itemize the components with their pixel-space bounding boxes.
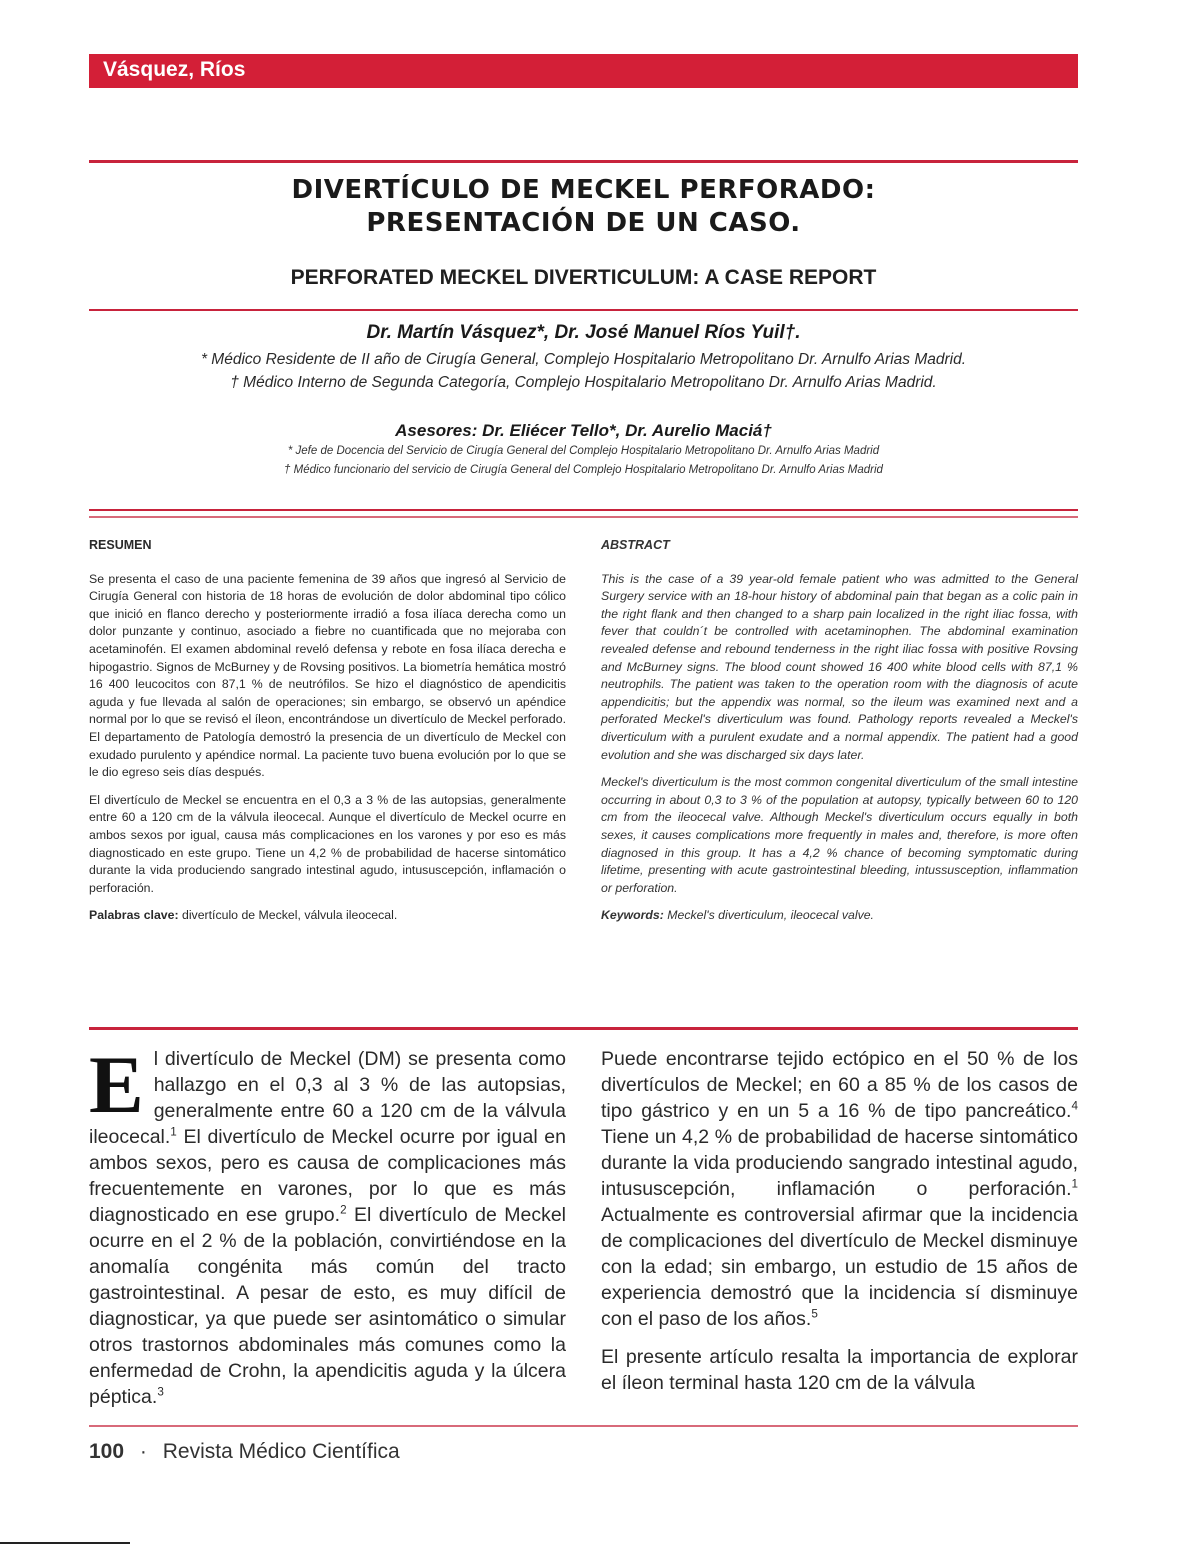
abstract-column <box>601 537 1078 935</box>
body-text: Puede encontrarse tejido ectópico en el 50 % de los divertículos de Meckel; en 60 a 85 % de los casos de tipo gástrico y en un 5 a 16 % de tipo pancreático. <box>601 1048 1078 1122</box>
abstract-paragraph-2: Meckel's diverticulum is the most common congenital diverticulum of the small intestine occurring in about 0,3 to 3 % of the population at autopsy, typically between 60 to 120 cm from the ileocecal valve. Although Meckel's diverticulum occurs equally in both sexes, it causes complications more frequently in males and, therefore, is more often diagnosed in this group. It has a 4,2 % chance of becoming symptomatic during lifetime, presenting with acute gastrointestinal bleeding, intussusception, inflammation or perforation. <box>601 775 1078 895</box>
citation-ref: 5 <box>811 1307 818 1321</box>
scan-artifact-line <box>0 1542 130 1544</box>
footer-rule <box>89 1425 1078 1427</box>
drop-cap: E <box>89 1039 144 1130</box>
resumen-keywords <box>89 907 566 925</box>
citation-ref: 3 <box>157 1385 164 1399</box>
resumen-keywords-label: Palabras clave: <box>89 908 179 923</box>
abstract-paragraph-1: This is the case of a 39 year-old female patient who was admitted to the General Surgery service with an 18-hour history of abdominal pain that began as a colic pain in the right flank and then changed to a sharp pain localized in the right iliac fossa, with fever that couldn´t be controlled with acetaminophen. The abdominal examination revealed defense and rebound tenderness in the right iliac fossa with positive Rovsing and McBurney signs. The blood count showed 16 400 white blood cells with 87,1 % neutrophils. The patient was taken to the operation room with the diagnosis of acute appendicitis; but the appendix was normal, so the ileum was examined next and a perforated Meckel's diverticulum was found. Pathology reports revealed a Meckel's diverticulum with a purulent exudate and a normal appendix. The patient had a good evolution and she was discharged six days later. <box>601 571 1078 762</box>
citation-ref: 4 <box>1071 1099 1078 1113</box>
journal-name: Revista Médico Científica <box>162 1440 400 1463</box>
resumen-paragraph-1: Se presenta el caso de una paciente femenina de 39 años que ingresó al Servicio de Cirugía General con historia de 18 horas de evolución de dolor abdominal tipo cólico que inició en flanco derecho y posteriormente irradió a fosa ilíaca derecha como un dolor punzante y continuo, asociado a fiebre no cuantificada que no mejoraba con acetaminofén. El examen abdominal reveló defensa y rebote en fosa ilíaca derecha e hipogastrio. Signos de McBurney y de Rovsing positivos. La biometría hemática mostró 16 400 leucocitos con 87,1 % de neutrófilos. Se hizo el diagnóstico de apendicitis aguda y fue llevada al salón de operaciones; sin embargo, se observó un apéndice normal por lo que se revisó el íleon, encontrándose un divertículo de Meckel perforado. El departamento de Patología demostró la presencia de un divertículo de Meckel con exudado purulento y apéndice normal. La paciente tuvo buena evolución por lo que se le dio egreso seis días después. <box>89 571 566 780</box>
advisor-affiliation-1: * Jefe de Docencia del Servicio de Cirugía General del Complejo Hospitalario Metropolitano Dr. Arnulfo Arias Madrid <box>287 445 880 457</box>
body-paragraph-1 <box>89 1039 566 1410</box>
advisor-names: Asesores: Dr. Eliécer Tello*, Dr. Aurelio Maciá† <box>395 421 772 440</box>
footer-separator: · <box>139 1440 147 1463</box>
body-text: l divertículo de Meckel (DM) se presenta como hallazgo en el 0,3 al 3 % de las autopsias, generalmente entre 60 a 120 cm de la válvula ileocecal. <box>89 1048 566 1148</box>
body-left-column <box>89 1039 566 1422</box>
body-right-column <box>601 1046 1078 1408</box>
abstract-keywords-text: Meckel's diverticulum, ileocecal valve. <box>663 908 874 923</box>
title-line-1: DIVERTÍCULO DE MECKEL PERFORADO: <box>291 175 876 205</box>
abstract-top-rule-1 <box>89 509 1078 511</box>
author-affiliation-1: * Médico Residente de II año de Cirugía General, Complejo Hospitalario Metropolitano Dr. Arnulfo Arias Madrid. <box>200 351 967 368</box>
citation-ref: 1 <box>170 1125 177 1139</box>
body-text: El divertículo de Meckel ocurre en el 2 % de la población, convirtiéndose en la anomalía congénita más común del tracto gastrointestinal. A pesar de esto, es muy difícil de diagnosticar, ya que puede ser asintomático o simular otros trastornos abdominales más comunes como la enfermedad de Crohn, la apendicitis aguda y la úlcera péptica. <box>89 1204 566 1408</box>
resumen-heading: RESUMEN <box>89 538 152 552</box>
article-title-english: PERFORATED MECKEL DIVERTICULUM: A CASE REPORT <box>290 266 877 289</box>
page-number: 100 <box>89 1440 125 1463</box>
body-text: El divertículo de Meckel ocurre por igual en ambos sexos, pero es causa de complicaciones más frecuentemente en varones, por lo que es más diagnosticado en ese grupo. <box>89 1126 566 1226</box>
body-paragraph-2 <box>601 1046 1078 1332</box>
title-line-2: PRESENTACIÓN DE UN CASO. <box>366 208 801 238</box>
citation-ref: 1 <box>1071 1177 1078 1191</box>
advisor-affiliation-2: † Médico funcionario del servicio de Cirugía General del Complejo Hospitalario Metropolitano Dr. Arnulfo Arias Madrid <box>284 464 883 476</box>
body-text: Tiene un 4,2 % de probabilidad de hacerse sintomático durante la vida produciendo sangrado intestinal agudo, intususcepción, inflamación o perforación. <box>601 1126 1078 1200</box>
resumen-keywords-text: divertículo de Meckel, válvula ileocecal. <box>178 908 398 923</box>
abstract-keywords <box>601 907 1078 925</box>
abstract-keywords-label: Keywords: <box>601 908 664 923</box>
author-affiliation-2: † Médico Interno de Segunda Categoría, Complejo Hospitalario Metropolitano Dr. Arnulfo Arias Madrid. <box>230 374 937 391</box>
running-header-bar <box>89 54 1078 88</box>
article-title-spanish <box>89 174 1078 240</box>
abstract-top-rule-2 <box>89 516 1078 518</box>
abstract-heading: ABSTRACT <box>601 538 670 552</box>
page-footer <box>89 1440 400 1464</box>
resumen-column <box>89 537 566 935</box>
body-top-rule <box>89 1027 1078 1030</box>
title-top-rule <box>89 160 1078 163</box>
author-names: Dr. Martín Vásquez*, Dr. José Manuel Ríos Yuil†. <box>366 322 801 343</box>
authors-top-rule <box>89 309 1078 311</box>
resumen-paragraph-2: El divertículo de Meckel se encuentra en el 0,3 a 3 % de las autopsias, generalmente entre 60 a 120 cm de la válvula ileocecal. Aunque el divertículo de Meckel ocurre en ambos sexos por igual, causa más complicaciones en los varones y por eso es más diagnosticado en este grupo. Tiene un 4,2 % de probabilidad de hacerse sintomático durante la vida produciendo sangrado intestinal agudo, intususcepción, inflamación o perforación. <box>89 792 566 895</box>
citation-ref: 2 <box>340 1203 347 1217</box>
running-title: Vásquez, Ríos <box>103 58 246 81</box>
body-text: Actualmente es controversial afirmar que la incidencia de complicaciones del divertículo de Meckel disminuye con la edad; sin embargo, un estudio de 15 años de experiencia demostró que la incidencia sí disminuye con el paso de los años. <box>601 1204 1078 1330</box>
body-paragraph-3: El presente artículo resalta la importancia de explorar el íleon terminal hasta 120 cm de la válvula <box>601 1346 1078 1394</box>
